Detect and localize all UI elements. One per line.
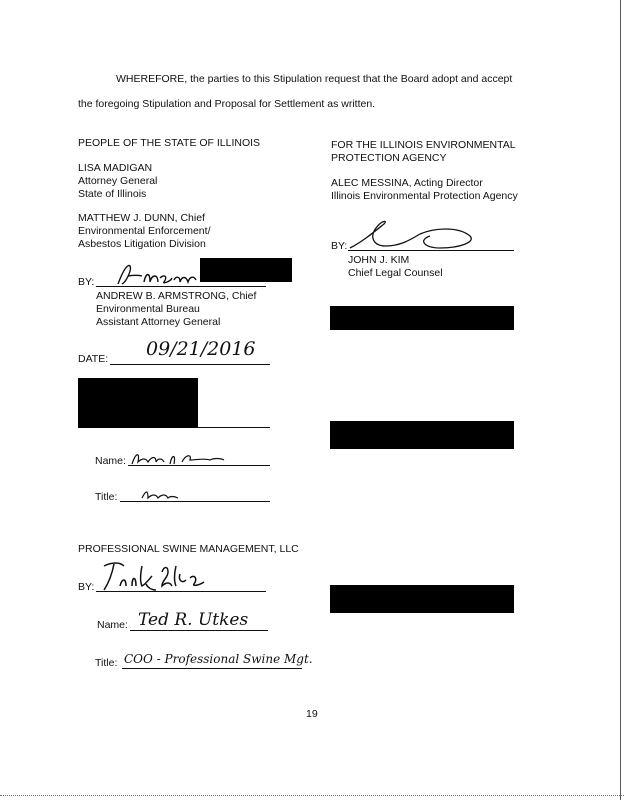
redaction-block <box>78 378 198 428</box>
left-name-scribble <box>130 448 226 468</box>
redaction-block <box>330 421 514 449</box>
left-title-label: Title: <box>95 491 118 503</box>
scan-edge-right <box>620 0 624 800</box>
intro-line-1: WHEREFORE, the parties to this Stipulation request that the Board adopt and accept <box>116 73 513 85</box>
ag-title: Attorney General <box>78 175 158 187</box>
psm-name-label: Name: <box>97 619 128 631</box>
date-label: DATE: <box>78 353 109 365</box>
page-number: 19 <box>306 708 318 720</box>
date-handwritten: 09/21/2016 <box>146 338 256 360</box>
psm-name-handwritten: Ted R. Utkes <box>138 610 249 630</box>
chief-name: MATTHEW J. DUNN, Chief <box>78 212 205 224</box>
psm-name-line <box>130 630 268 631</box>
agency-name: Illinois Environmental Protection Agency <box>331 190 518 202</box>
armstrong-signature <box>114 258 200 290</box>
armstrong-bureau: Environmental Bureau <box>96 303 200 315</box>
psm-title-label: Title: <box>95 657 118 669</box>
ag-name: LISA MADIGAN <box>78 162 153 174</box>
counsel-name: JOHN J. KIM <box>348 254 410 266</box>
kim-signature <box>340 214 480 254</box>
armstrong-title: Assistant Attorney General <box>96 316 221 328</box>
agency-heading-2: PROTECTION AGENCY <box>331 152 447 164</box>
scan-edge-bottom <box>0 795 624 796</box>
chief-division-1: Environmental Enforcement/ <box>78 225 211 237</box>
redaction-block <box>200 258 292 282</box>
date-line <box>110 364 270 365</box>
chief-division-2: Asbestos Litigation Division <box>78 238 206 250</box>
agency-by-label: BY: <box>331 240 348 252</box>
agency-director: ALEC MESSINA, Acting Director <box>331 177 483 189</box>
psm-heading: PROFESSIONAL SWINE MANAGEMENT, LLC <box>78 543 299 555</box>
ag-state: State of Illinois <box>78 188 147 200</box>
redaction-block <box>330 306 514 330</box>
intro-line-2: the foregoing Stipulation and Proposal for Settlement as written. <box>78 98 376 110</box>
psm-by-label: BY: <box>78 581 95 593</box>
utkes-signature <box>98 558 216 594</box>
counsel-title: Chief Legal Counsel <box>348 267 443 279</box>
redaction-block <box>330 585 514 613</box>
psm-title-line <box>122 668 302 669</box>
agency-heading-1: FOR THE ILLINOIS ENVIRONMENTAL <box>331 139 516 151</box>
left-name-label: Name: <box>95 455 126 467</box>
redacted-party-line <box>198 427 270 428</box>
left-title-scribble <box>140 486 180 502</box>
psm-title-handwritten: COO - Professional Swine Mgt. <box>124 652 313 666</box>
people-heading: PEOPLE OF THE STATE OF ILLINOIS <box>78 137 261 149</box>
armstrong-name: ANDREW B. ARMSTRONG, Chief <box>96 290 257 302</box>
people-by-label: BY: <box>78 276 95 288</box>
